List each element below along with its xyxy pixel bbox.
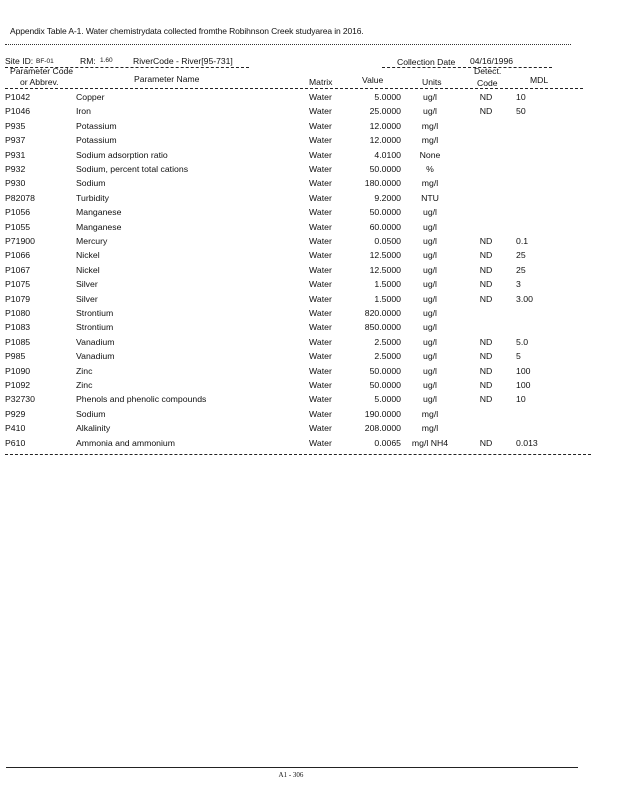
matrix-cell: Water	[309, 423, 332, 434]
value-cell: 850.0000	[364, 322, 401, 333]
param-code-cell: P1090	[5, 365, 31, 376]
matrix-cell: Water	[309, 250, 332, 261]
mdl-cell: 100	[516, 380, 531, 390]
table-bottom-rule	[5, 454, 591, 455]
units-cell: ug/l	[422, 336, 437, 347]
detect-code-cell: ND	[479, 293, 493, 304]
value-cell: 2.5000	[374, 351, 401, 362]
mdl-cell: 50	[516, 106, 526, 117]
param-name-cell: Strontium	[76, 322, 114, 333]
param-code-cell: P82078	[5, 192, 35, 203]
units-cell: ug/l	[422, 394, 437, 405]
param-name-cell: Manganese	[76, 207, 122, 218]
param-code-cell: P1066	[5, 250, 31, 261]
param-name-cell: Manganese	[76, 221, 122, 232]
table-row	[0, 294, 618, 308]
param-name-cell: Zinc	[76, 380, 93, 390]
value-cell: 25.0000	[369, 106, 401, 117]
matrix-cell: Water	[309, 164, 332, 174]
rm-label: RM:	[80, 56, 96, 66]
param-name-cell: Vanadium	[76, 351, 115, 362]
matrix-cell: Water	[309, 408, 332, 419]
units-cell: mg/l	[421, 120, 439, 131]
header-underline-right	[382, 67, 552, 68]
matrix-cell: Water	[309, 106, 332, 117]
col-header-detect-2: Code	[477, 78, 498, 88]
detect-code-cell: ND	[479, 92, 493, 102]
units-cell: mg/l	[421, 423, 439, 434]
units-cell: ug/l	[422, 264, 437, 275]
value-cell: 12.0000	[369, 120, 401, 131]
units-cell: ug/l	[422, 106, 437, 117]
param-code-cell: P71900	[5, 236, 35, 246]
value-cell: 4.0100	[374, 149, 401, 160]
mdl-cell: 25	[516, 264, 526, 275]
param-name-cell: Alkalinity	[76, 423, 111, 434]
table-row	[0, 322, 618, 336]
detect-code-cell: ND	[479, 236, 493, 246]
param-code-cell: P1067	[5, 264, 31, 275]
param-name-cell: Nickel	[76, 264, 100, 275]
param-name-cell: Strontium	[76, 308, 114, 318]
mdl-cell: 10	[516, 394, 526, 405]
value-cell: 190.0000	[364, 408, 401, 419]
param-name-cell: Zinc	[76, 365, 93, 376]
matrix-cell: Water	[309, 365, 332, 376]
page-number: A1 - 306	[278, 771, 304, 779]
table-row	[0, 394, 618, 408]
table-row	[0, 438, 618, 452]
table-row	[0, 380, 618, 394]
detect-code-cell: ND	[479, 264, 493, 275]
col-header-detect-1: Detect.	[474, 66, 502, 76]
table-row	[0, 337, 618, 351]
units-cell: ug/l	[422, 207, 437, 218]
units-cell: ug/l	[422, 322, 437, 333]
mdl-cell: 5.0	[516, 336, 529, 347]
value-cell: 208.0000	[364, 423, 401, 434]
value-cell: 0.0065	[374, 437, 401, 448]
detect-code-cell: ND	[479, 106, 493, 117]
param-code-cell: P932	[5, 164, 26, 174]
units-cell: ug/l	[422, 351, 437, 362]
value-cell: 180.0000	[364, 178, 401, 189]
detect-code-cell: ND	[479, 394, 493, 405]
table-row	[0, 178, 618, 192]
matrix-cell: Water	[309, 192, 332, 203]
param-code-cell: P930	[5, 178, 26, 189]
value-cell: 5.0000	[374, 394, 401, 405]
table-row	[0, 308, 618, 322]
param-code-cell: P1046	[5, 106, 31, 117]
units-cell: NTU	[421, 192, 439, 203]
table-row	[0, 236, 618, 250]
detect-code-cell: ND	[479, 437, 493, 448]
param-code-cell: P1092	[5, 380, 31, 390]
matrix-cell: Water	[309, 92, 332, 102]
detect-code-cell: ND	[479, 365, 493, 376]
param-code-cell: P937	[5, 135, 26, 146]
table-row	[0, 423, 618, 437]
value-cell: 1.5000	[374, 279, 401, 290]
matrix-cell: Water	[309, 394, 332, 405]
units-cell: None	[419, 149, 441, 160]
units-cell: ug/l	[422, 236, 437, 246]
detect-code-cell: ND	[479, 351, 493, 362]
matrix-cell: Water	[309, 221, 332, 232]
param-name-cell: Mercury	[76, 236, 108, 246]
param-code-cell: P929	[5, 408, 26, 419]
table-row	[0, 164, 618, 178]
param-name-cell: Sodium	[76, 408, 106, 419]
param-code-cell: P985	[5, 351, 26, 362]
param-code-cell: P1042	[5, 92, 31, 102]
value-cell: 50.0000	[369, 207, 401, 218]
param-code-cell: P32730	[5, 394, 35, 405]
value-cell: 12.5000	[369, 264, 401, 275]
matrix-cell: Water	[309, 135, 332, 146]
title-divider	[5, 44, 571, 45]
value-cell: 2.5000	[374, 336, 401, 347]
matrix-cell: Water	[309, 207, 332, 218]
value-cell: 60.0000	[369, 221, 401, 232]
table-row	[0, 193, 618, 207]
param-name-cell: Sodium adsorption ratio	[76, 149, 168, 160]
value-cell: 820.0000	[364, 308, 401, 318]
param-code-cell: P1055	[5, 221, 31, 232]
param-name-cell: Ammonia and ammonium	[76, 437, 175, 448]
value-cell: 1.5000	[374, 293, 401, 304]
matrix-cell: Water	[309, 279, 332, 290]
value-cell: 50.0000	[369, 164, 401, 174]
param-code-cell: P1075	[5, 279, 31, 290]
units-cell: mg/l	[421, 408, 439, 419]
collection-date-label: Collection Date	[397, 57, 456, 67]
table-row	[0, 121, 618, 135]
param-code-cell: P1080	[5, 308, 31, 318]
param-name-cell: Sodium, percent total cations	[76, 164, 189, 174]
col-header-code-1: Parameter Code	[10, 66, 74, 76]
col-header-units: Units	[422, 77, 442, 87]
param-name-cell: Turbidity	[76, 192, 109, 203]
units-cell: ug/l	[422, 221, 437, 232]
value-cell: 9.2000	[374, 192, 401, 203]
col-header-name: Parameter Name	[134, 74, 200, 84]
table-row	[0, 351, 618, 365]
col-header-code-2: or Abbrev.	[20, 77, 59, 87]
matrix-cell: Water	[309, 380, 332, 390]
header-bottom-rule	[5, 88, 583, 89]
table-row	[0, 265, 618, 279]
matrix-cell: Water	[309, 437, 332, 448]
param-code-cell: P610	[5, 437, 26, 448]
param-code-cell: P410	[5, 423, 26, 434]
table-row	[0, 409, 618, 423]
units-cell: ug/l	[422, 365, 437, 376]
units-cell: mg/l	[421, 135, 439, 146]
value-cell: 12.0000	[369, 135, 401, 146]
matrix-cell: Water	[309, 149, 332, 160]
table-row	[0, 207, 618, 221]
mdl-cell: 0.1	[516, 236, 529, 246]
matrix-cell: Water	[309, 120, 332, 131]
detect-code-cell: ND	[479, 279, 493, 290]
matrix-cell: Water	[309, 178, 332, 189]
units-cell: mg/l	[421, 178, 439, 189]
units-cell: ug/l	[422, 293, 437, 304]
units-cell: ug/l	[422, 380, 437, 390]
site-id-value: BF-01	[36, 58, 54, 65]
table-row	[0, 250, 618, 264]
param-name-cell: Silver	[76, 293, 98, 304]
detect-code-cell: ND	[479, 336, 493, 347]
units-cell: mg/l NH4	[411, 437, 449, 448]
matrix-cell: Water	[309, 308, 332, 318]
param-name-cell: Silver	[76, 279, 98, 290]
matrix-cell: Water	[309, 264, 332, 275]
table-title: Appendix Table A-1. Water chemistrydata collected fromthe Robihnson Creek studyarea in 2016.	[10, 26, 364, 36]
mdl-cell: 3.00	[516, 293, 533, 304]
matrix-cell: Water	[309, 236, 332, 246]
mdl-cell: 10	[516, 92, 526, 102]
param-name-cell: Sodium	[76, 178, 106, 189]
table-row	[0, 92, 618, 106]
units-cell: ug/l	[422, 308, 437, 318]
value-cell: 50.0000	[369, 365, 401, 376]
matrix-cell: Water	[309, 322, 332, 333]
units-cell: ug/l	[422, 250, 437, 261]
rm-value: 1.60	[100, 57, 113, 64]
param-name-cell: Copper	[76, 92, 105, 102]
param-name-cell: Phenols and phenolic compounds	[76, 394, 207, 405]
units-cell: ug/l	[422, 92, 437, 102]
value-cell: 0.0500	[374, 236, 401, 246]
table-row	[0, 135, 618, 149]
col-header-value: Value	[362, 75, 384, 85]
col-header-mdl: MDL	[530, 75, 549, 85]
table-row	[0, 279, 618, 293]
value-cell: 12.5000	[369, 250, 401, 261]
table-row	[0, 150, 618, 164]
mdl-cell: 100	[516, 365, 531, 376]
col-header-matrix: Matrix	[309, 77, 333, 87]
value-cell: 50.0000	[369, 380, 401, 390]
param-name-cell: Potassium	[76, 120, 117, 131]
mdl-cell: 5	[516, 351, 521, 362]
collection-date-value: 04/16/1996	[470, 56, 514, 66]
site-id-label: Site ID:	[5, 56, 34, 66]
river-code: RiverCode - River[95-731]	[133, 56, 233, 66]
value-cell: 5.0000	[374, 92, 401, 102]
units-cell: ug/l	[422, 279, 437, 290]
param-name-cell: Iron	[76, 106, 91, 117]
param-code-cell: P1083	[5, 322, 31, 333]
param-code-cell: P1056	[5, 207, 31, 218]
param-code-cell: P1079	[5, 293, 31, 304]
param-name-cell: Potassium	[76, 135, 117, 146]
param-code-cell: P1085	[5, 336, 31, 347]
table-row	[0, 106, 618, 120]
detect-code-cell: ND	[479, 380, 493, 390]
matrix-cell: Water	[309, 293, 332, 304]
detect-code-cell: ND	[479, 250, 493, 261]
footer-rule	[6, 767, 578, 768]
matrix-cell: Water	[309, 351, 332, 362]
param-name-cell: Vanadium	[76, 336, 115, 347]
mdl-cell: 0.013	[516, 437, 538, 448]
table-row	[0, 222, 618, 236]
param-code-cell: P931	[5, 149, 26, 160]
table-row	[0, 366, 618, 380]
mdl-cell: 3	[516, 279, 521, 290]
units-cell: %	[426, 164, 434, 174]
mdl-cell: 25	[516, 250, 526, 261]
matrix-cell: Water	[309, 336, 332, 347]
param-name-cell: Nickel	[76, 250, 100, 261]
param-code-cell: P935	[5, 120, 26, 131]
